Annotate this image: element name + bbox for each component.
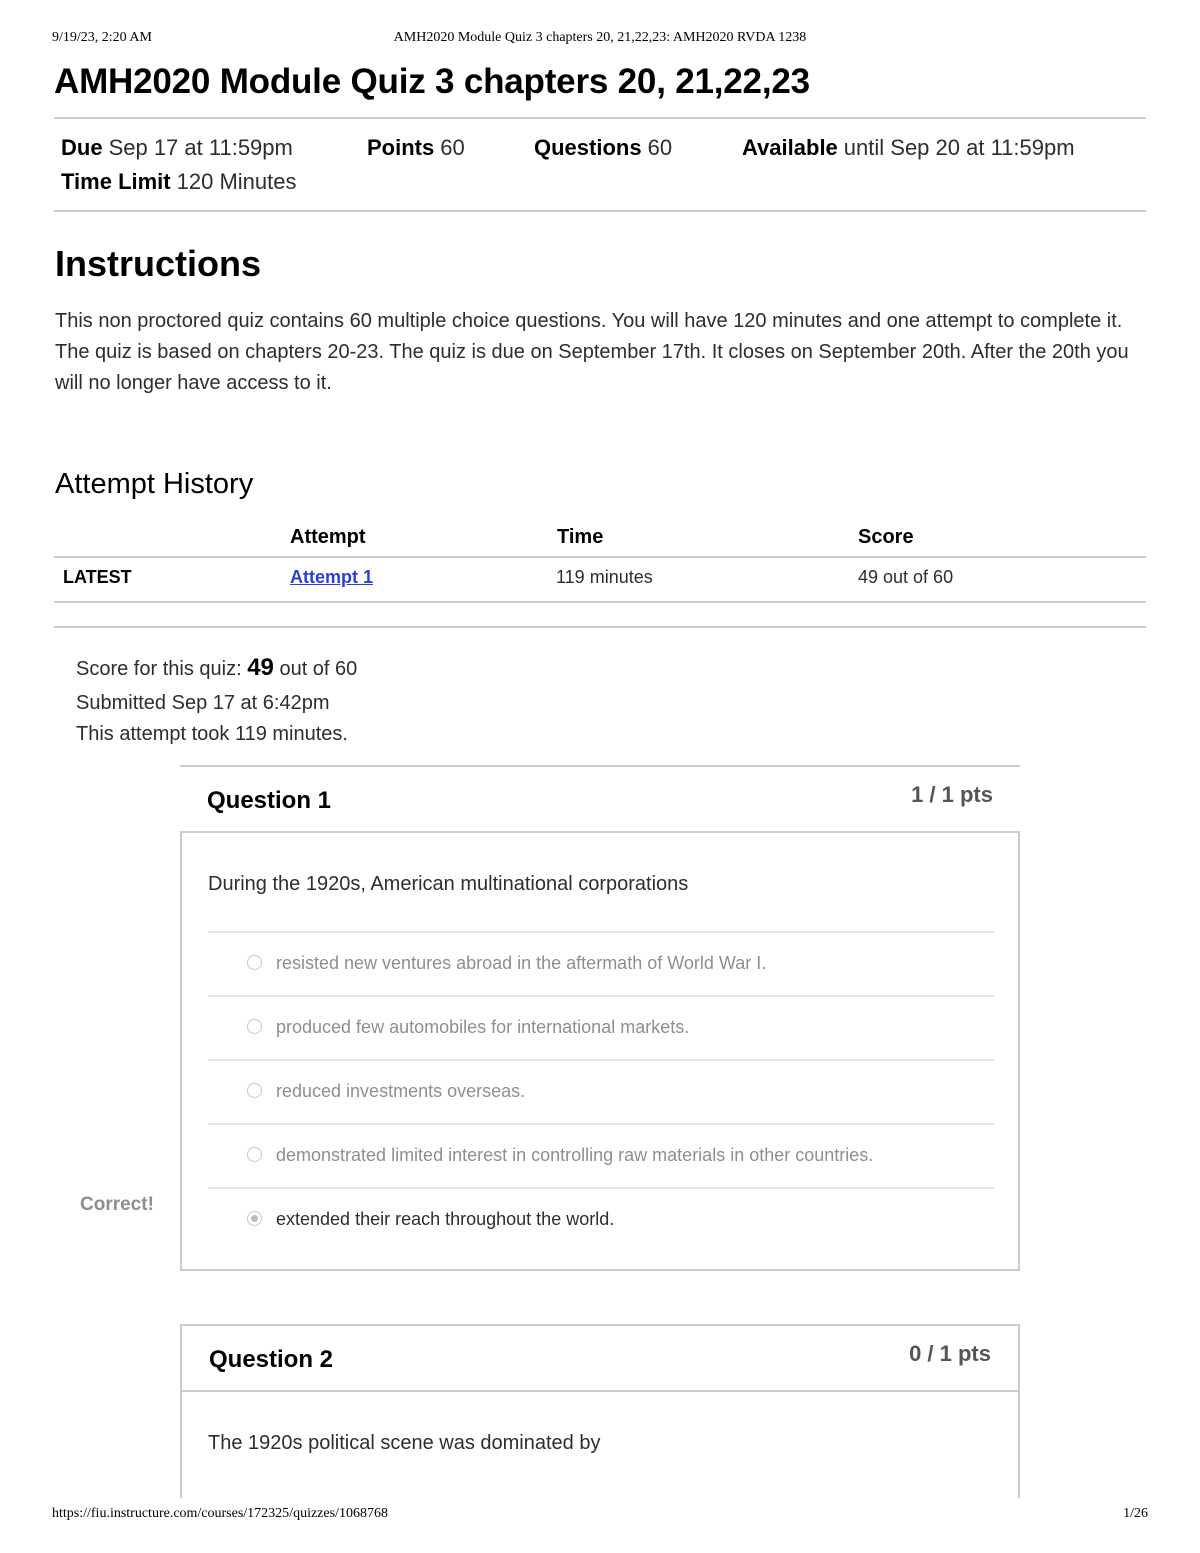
radio-icon: [247, 1083, 262, 1098]
radio-selected-icon: [247, 1211, 262, 1226]
question-2-header: [180, 1324, 1020, 1392]
divider: [54, 117, 1146, 119]
question-2-text: The 1920s political scene was dominated by: [208, 1432, 601, 1454]
question-1-title: Question 1: [207, 787, 332, 814]
meta-time-limit: [61, 169, 296, 195]
meta-questions: [534, 135, 672, 161]
score-suffix: out of 60: [273, 658, 358, 680]
attempt-history-heading: Attempt History: [55, 468, 254, 500]
question-1-body: [180, 831, 1020, 1271]
meta-points: [367, 135, 465, 161]
meta-time-limit-value: 120 Minutes: [176, 169, 297, 194]
table-row: [54, 558, 1146, 603]
quiz-title: AMH2020 Module Quiz 3 chapters 20, 21,22,23: [54, 62, 810, 101]
answer-text: produced few automobiles for international markets.: [276, 1017, 690, 1037]
question-1-points: 1 / 1 pts: [911, 782, 993, 807]
meta-available-label: Available: [742, 135, 838, 160]
print-url: https://fiu.instructure.com/courses/172325/quizzes/1068768: [52, 1506, 388, 1521]
answer-text: resisted new ventures abroad in the aftermath of World War I.: [276, 953, 767, 973]
meta-due-value: Sep 17 at 11:59pm: [108, 135, 293, 160]
question-2-points: 0 / 1 pts: [909, 1341, 991, 1366]
score-cell: 49 out of 60: [858, 567, 954, 587]
meta-available: [742, 135, 1075, 161]
submitted-text: Submitted Sep 17 at 6:42pm: [76, 692, 330, 714]
score-prefix: Score for this quiz:: [76, 658, 248, 680]
answer-option: [208, 931, 994, 995]
meta-questions-value: 60: [647, 135, 673, 160]
quiz-score: [76, 654, 357, 682]
print-header: [52, 30, 1148, 50]
attempt-history-table: [54, 520, 1146, 603]
divider: [54, 210, 1146, 212]
attempt-cell: [290, 567, 373, 588]
attempt-1-link[interactable]: Attempt 1: [290, 567, 374, 587]
duration-text: This attempt took 119 minutes.: [76, 723, 348, 745]
instructions-heading: Instructions: [55, 243, 262, 284]
question-1-text: During the 1920s, American multinational corporations: [208, 873, 689, 895]
meta-due-label: Due: [61, 135, 103, 160]
radio-icon: [247, 1019, 262, 1034]
question-2-title: Question 2: [209, 1346, 334, 1373]
meta-points-label: Points: [367, 135, 435, 160]
radio-icon: [247, 955, 262, 970]
answer-option: [208, 1123, 994, 1187]
answer-option: [208, 995, 994, 1059]
column-header-attempt: Attempt: [290, 526, 366, 548]
score-value: 49: [247, 654, 274, 681]
answer-text: extended their reach throughout the world.: [276, 1209, 615, 1229]
time-cell: 119 minutes: [556, 567, 653, 587]
column-header-score: Score: [858, 526, 914, 548]
question-1-header: [180, 765, 1020, 833]
meta-available-value: until Sep 20 at 11:59pm: [843, 135, 1075, 160]
answer-text: demonstrated limited interest in controlling raw materials in other countries.: [276, 1145, 874, 1165]
divider: [54, 626, 1146, 628]
latest-label: LATEST: [63, 567, 132, 587]
print-date: 9/19/23, 2:20 AM: [52, 30, 152, 45]
answer-option-selected: [208, 1187, 994, 1251]
page-number: 1/26: [1123, 1506, 1148, 1521]
print-footer: [52, 1506, 1148, 1526]
meta-points-value: 60: [440, 135, 465, 160]
meta-questions-label: Questions: [534, 135, 642, 160]
correct-badge: Correct!: [80, 1194, 154, 1215]
answer-text: reduced investments overseas.: [276, 1081, 526, 1101]
meta-time-limit-label: Time Limit: [61, 169, 171, 194]
radio-icon: [247, 1147, 262, 1162]
meta-due: [61, 135, 293, 161]
print-title: AMH2020 Module Quiz 3 chapters 20, 21,22,23: AMH2020 RVDA 1238: [393, 30, 807, 45]
attempt-history-header-row: [54, 520, 1146, 558]
column-header-time: Time: [557, 526, 604, 548]
answer-option: [208, 1059, 994, 1123]
question-1-answers: [208, 931, 994, 1251]
instructions-text: This non proctored quiz contains 60 multiple choice questions. You will have 120 minutes and one attempt to complete it. The quiz is based on chapters 20-23. The quiz is due on September 17th. It closes on September 20th. After the 20th you will no longer have access to it.: [55, 310, 1129, 394]
